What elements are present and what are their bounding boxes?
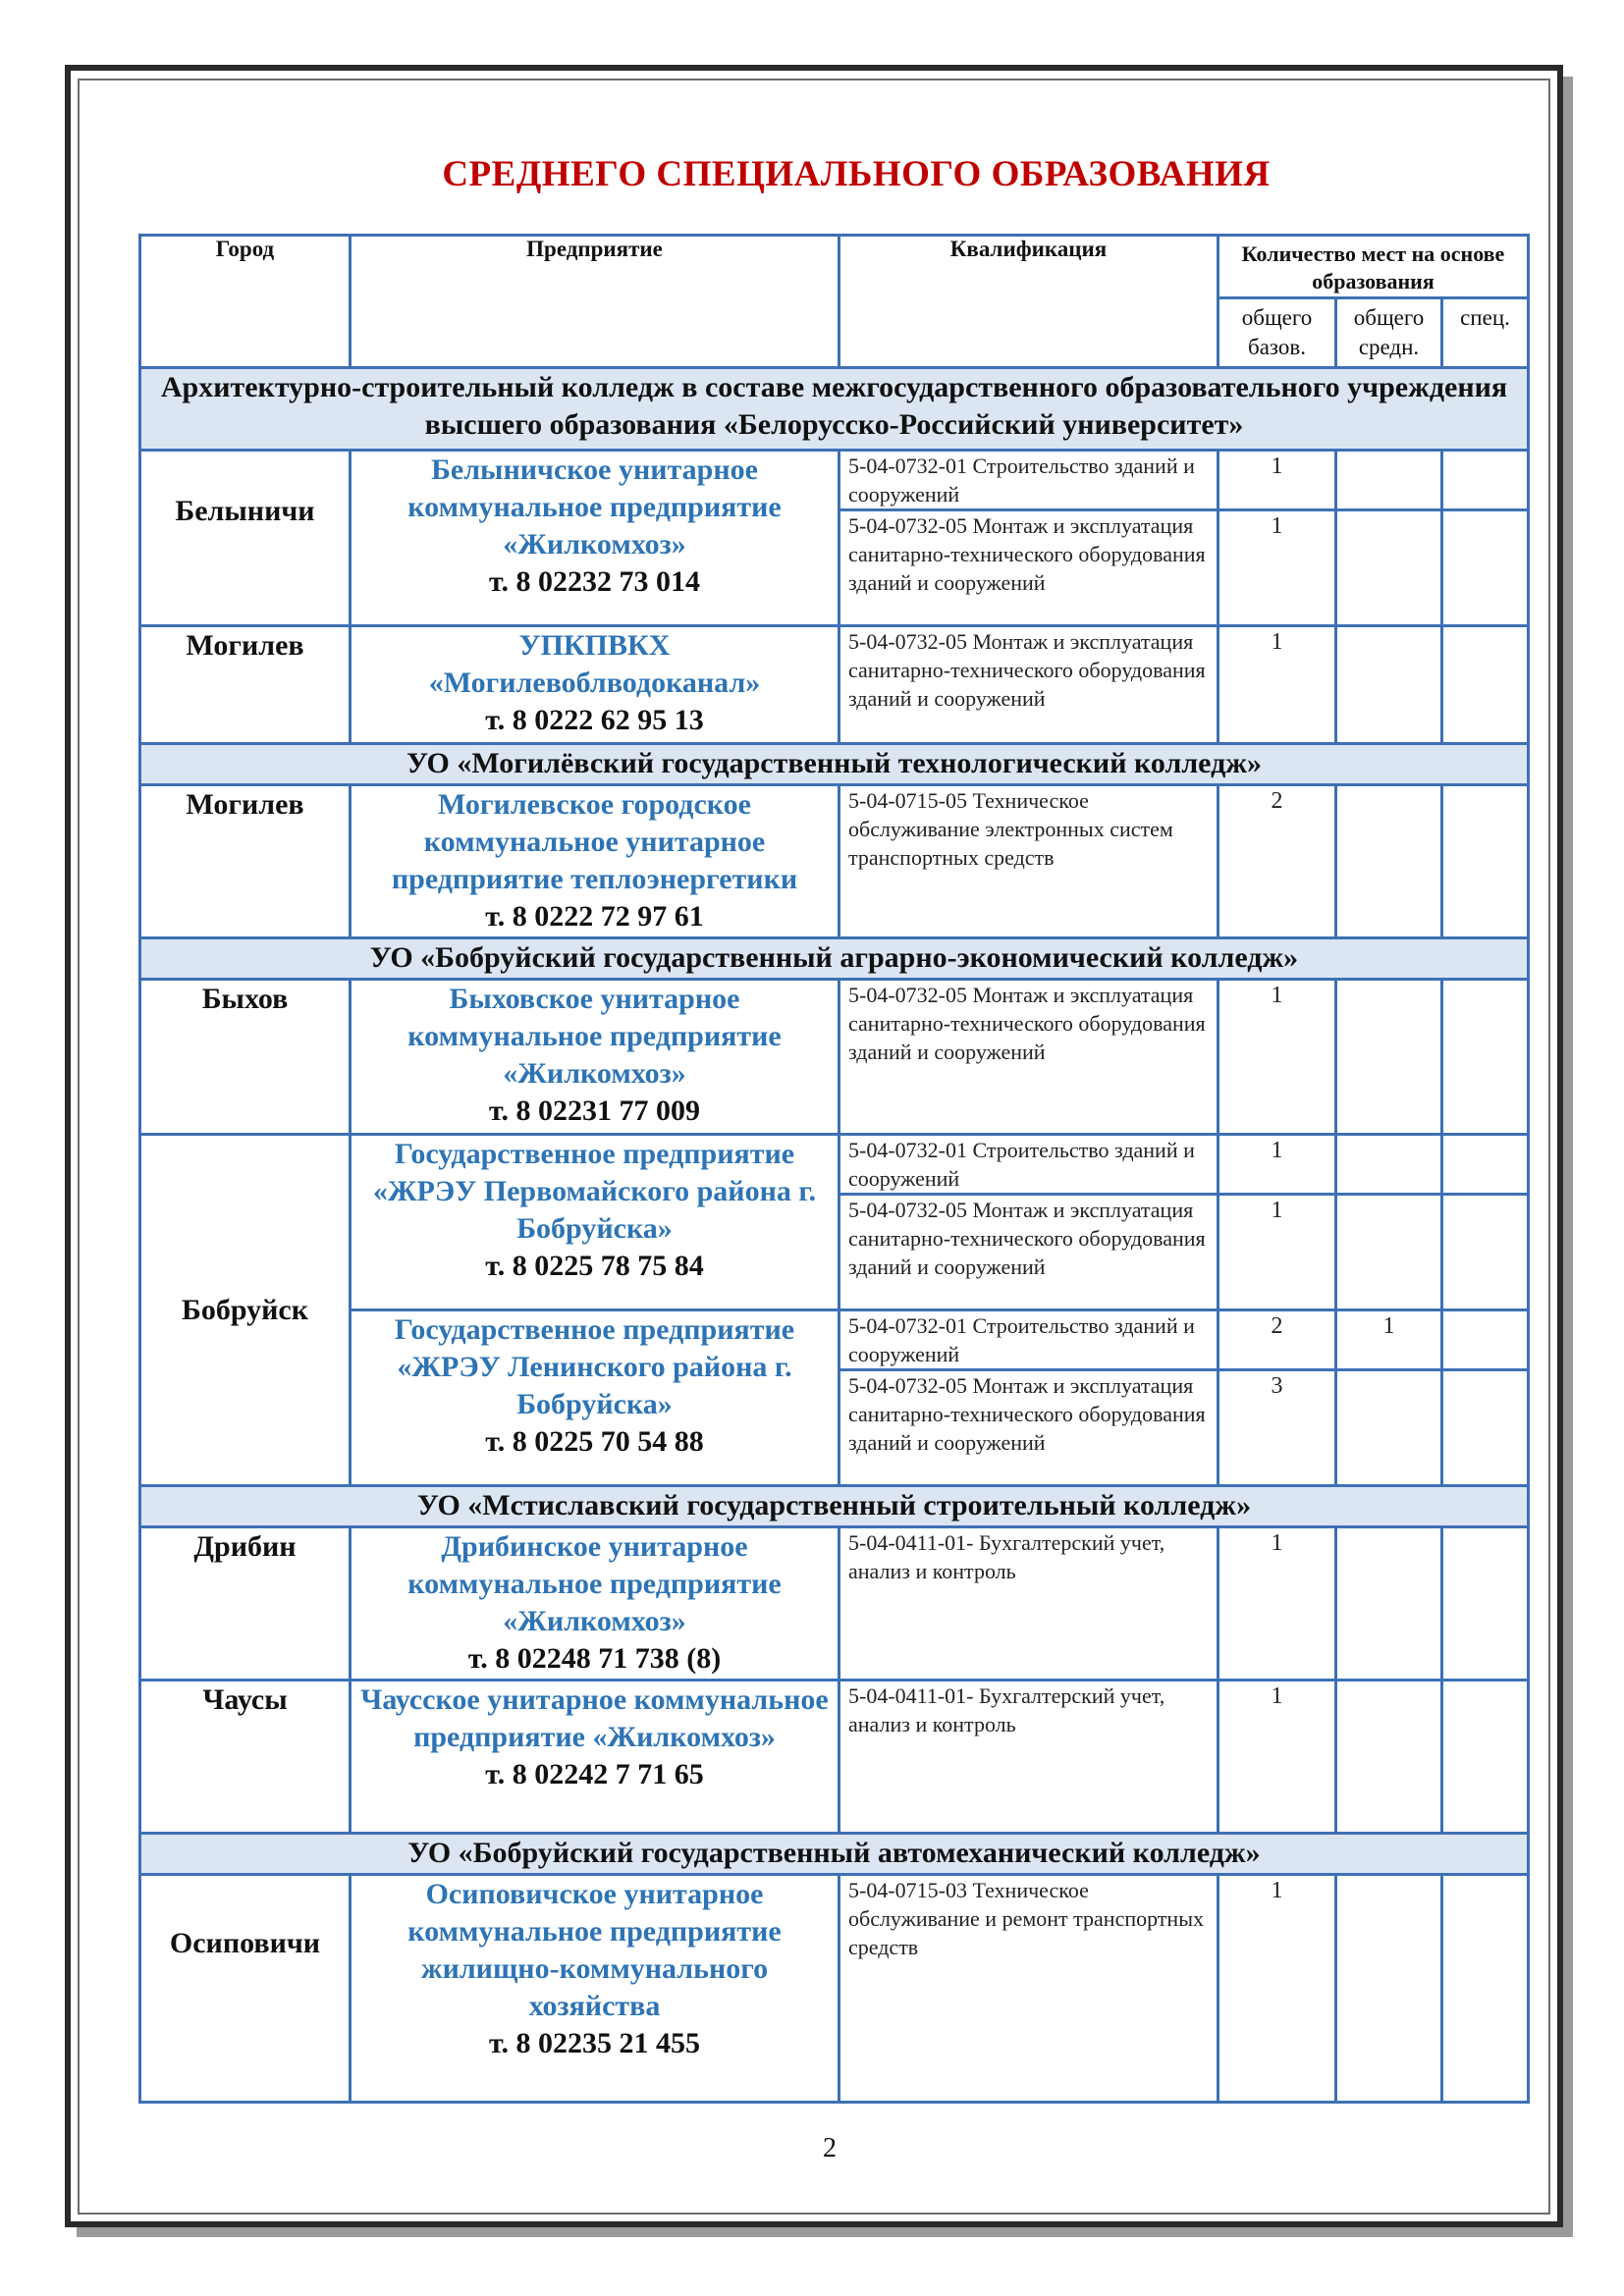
enterprise-phone: т. 8 02242 7 71 65 — [485, 1758, 704, 1790]
count-special — [1442, 1310, 1529, 1370]
table-row — [140, 1681, 1529, 1834]
count-special — [1442, 980, 1529, 1135]
enterprise-cell — [351, 785, 839, 938]
section-row — [140, 938, 1529, 980]
count-special — [1442, 626, 1529, 744]
header-secondary: общего средн. — [1336, 298, 1442, 368]
count-secondary — [1336, 785, 1442, 938]
count-special — [1442, 1527, 1529, 1681]
enterprise-cell — [351, 1135, 839, 1310]
count-secondary — [1336, 1135, 1442, 1195]
count-special — [1442, 1681, 1529, 1834]
enterprise-name: Чаусское унитарное коммунальное предприятие «Жилкомхоз» — [360, 1683, 829, 1753]
count-secondary — [1336, 1527, 1442, 1681]
section-row — [140, 744, 1529, 785]
count-basic: 2 — [1218, 785, 1336, 938]
count-basic: 1 — [1218, 626, 1336, 744]
count-secondary — [1336, 451, 1442, 510]
city-cell: Белыничи — [140, 451, 351, 626]
city-cell: Дрибин — [140, 1527, 351, 1681]
table-header-row — [140, 236, 1529, 298]
count-special — [1442, 510, 1529, 626]
count-basic: 1 — [1218, 1135, 1336, 1195]
qualification-cell: 5-04-0732-05 Монтаж и эксплуатация санитарно-технического оборудования зданий и сооружений — [839, 980, 1218, 1135]
enterprise-phone: т. 8 02231 77 009 — [489, 1095, 700, 1127]
qualification-cell: 5-04-0732-05 Монтаж и эксплуатация санитарно-технического оборудования зданий и сооружений — [839, 510, 1218, 626]
city-cell: Могилев — [140, 626, 351, 744]
section-title: УО «Бобруйский государственный аграрно-экономический колледж» — [140, 938, 1529, 980]
count-secondary — [1336, 1681, 1442, 1834]
enterprise-cell — [351, 626, 839, 744]
table-row — [140, 451, 1529, 510]
enterprise-name: Могилевское городское коммунальное унитарное предприятие теплоэнергетики — [391, 788, 798, 895]
city-cell: Могилев — [140, 785, 351, 938]
count-special — [1442, 1135, 1529, 1195]
count-basic: 1 — [1218, 510, 1336, 626]
count-special — [1442, 1370, 1529, 1486]
qualification-cell: 5-04-0732-01 Строительство зданий и сооружений — [839, 1135, 1218, 1195]
header-basic: общего базов. — [1218, 298, 1336, 368]
section-row — [140, 1834, 1529, 1875]
enterprise-phone: т. 8 02248 71 738 (8) — [467, 1642, 722, 1675]
enterprise-name: УПКПВКХ «Могилевоблводоканал» — [428, 629, 761, 699]
table-row — [140, 626, 1529, 744]
qualification-cell: 5-04-0411-01- Бухгалтерский учет, анализ и контроль — [839, 1681, 1218, 1834]
enterprise-cell — [351, 1875, 839, 2103]
enterprise-phone: т. 8 02232 73 014 — [489, 565, 700, 598]
table-row — [140, 785, 1529, 938]
header-special: спец. — [1442, 298, 1529, 368]
page-shadow-bottom — [77, 2227, 1573, 2237]
header-qualification: Квалификация — [839, 236, 1218, 368]
enterprise-name: Государственное предприятие «ЖРЭУ Первомайского района г. Бобруйска» — [372, 1138, 817, 1245]
section-title: УО «Бобруйский государственный автомеханический колледж» — [140, 1834, 1529, 1875]
section-title: Архитектурно-строительный колледж в составе межгосударственного образовательного учреждения высшего образования «Белорусско-Российский университет» — [140, 368, 1529, 451]
count-secondary — [1336, 980, 1442, 1135]
enterprise-phone: т. 8 0222 62 95 13 — [485, 704, 704, 736]
qualification-cell: 5-04-0732-01 Строительство зданий и сооружений — [839, 1310, 1218, 1370]
enterprise-name: Государственное предприятие «ЖРЭУ Ленинского района г. Бобруйска» — [394, 1313, 795, 1420]
table-row — [140, 980, 1529, 1135]
table-row — [140, 1875, 1529, 2103]
count-secondary — [1336, 626, 1442, 744]
placement-table — [138, 234, 1530, 2104]
page-shadow-right — [1563, 77, 1573, 2236]
count-basic: 1 — [1218, 1875, 1336, 2103]
enterprise-name: Дрибинское унитарное коммунальное предприятие «Жилкомхоз» — [407, 1530, 782, 1637]
table-row — [140, 1527, 1529, 1681]
header-city: Город — [140, 236, 351, 368]
enterprise-phone: т. 8 0225 78 75 84 — [485, 1250, 704, 1282]
section-row — [140, 1486, 1529, 1527]
count-special — [1442, 451, 1529, 510]
enterprise-cell — [351, 980, 839, 1135]
qualification-cell: 5-04-0715-03 Техническое обслуживание и ремонт транспортных средств — [839, 1875, 1218, 2103]
count-basic: 1 — [1218, 1681, 1336, 1834]
enterprise-phone: т. 8 0222 72 97 61 — [485, 900, 704, 933]
qualification-cell: 5-04-0411-01- Бухгалтерский учет, анализ и контроль — [839, 1527, 1218, 1681]
qualification-cell: 5-04-0715-05 Техническое обслуживание электронных систем транспортных средств — [839, 785, 1218, 938]
count-basic: 3 — [1218, 1370, 1336, 1486]
page-number: 2 — [823, 2133, 837, 2163]
count-special — [1442, 1195, 1529, 1310]
qualification-cell: 5-04-0732-05 Монтаж и эксплуатация санитарно-технического оборудования зданий и сооружений — [839, 1195, 1218, 1310]
enterprise-phone: т. 8 02235 21 455 — [489, 2027, 700, 2059]
enterprise-name: Быховское унитарное коммунальное предприятие «Жилкомхоз» — [407, 983, 782, 1090]
count-secondary — [1336, 1875, 1442, 2103]
qualification-cell: 5-04-0732-01 Строительство зданий и сооружений — [839, 451, 1218, 510]
count-basic: 1 — [1218, 980, 1336, 1135]
count-secondary — [1336, 510, 1442, 626]
count-basic: 1 — [1218, 1527, 1336, 1681]
enterprise-cell — [351, 1527, 839, 1681]
city-cell: Осиповичи — [140, 1875, 351, 2103]
count-basic: 2 — [1218, 1310, 1336, 1370]
count-basic: 1 — [1218, 1195, 1336, 1310]
count-secondary: 1 — [1336, 1310, 1442, 1370]
city-cell: Чаусы — [140, 1681, 351, 1834]
document-title: СРЕДНЕГО СПЕЦИАЛЬНОГО ОБРАЗОВАНИЯ — [442, 154, 1271, 194]
enterprise-cell — [351, 451, 839, 626]
qualification-cell: 5-04-0732-05 Монтаж и эксплуатация санитарно-технического оборудования зданий и сооружений — [839, 626, 1218, 744]
city-cell: Бобруйск — [140, 1135, 351, 1486]
section-title: УО «Могилёвский государственный технологический колледж» — [140, 744, 1529, 785]
section-row — [140, 368, 1529, 451]
count-special — [1442, 785, 1529, 938]
header-enterprise: Предприятие — [351, 236, 839, 368]
count-secondary — [1336, 1195, 1442, 1310]
enterprise-cell — [351, 1681, 839, 1834]
table-row — [140, 1135, 1529, 1195]
qualification-cell: 5-04-0732-05 Монтаж и эксплуатация санитарно-технического оборудования зданий и сооружений — [839, 1370, 1218, 1486]
enterprise-name: Белыничское унитарное коммунальное предприятие «Жилкомхоз» — [407, 454, 782, 561]
enterprise-name: Осиповичское унитарное коммунальное предприятие жилищно-коммунального хозяйства — [407, 1878, 782, 2022]
section-title: УО «Мстиславский государственный строительный колледж» — [140, 1486, 1529, 1527]
city-cell: Быхов — [140, 980, 351, 1135]
enterprise-phone: т. 8 0225 70 54 88 — [485, 1425, 704, 1458]
count-special — [1442, 1875, 1529, 2103]
count-secondary — [1336, 1370, 1442, 1486]
header-count: Количество мест на основе образования — [1218, 236, 1529, 298]
enterprise-cell — [351, 1310, 839, 1486]
count-basic: 1 — [1218, 451, 1336, 510]
